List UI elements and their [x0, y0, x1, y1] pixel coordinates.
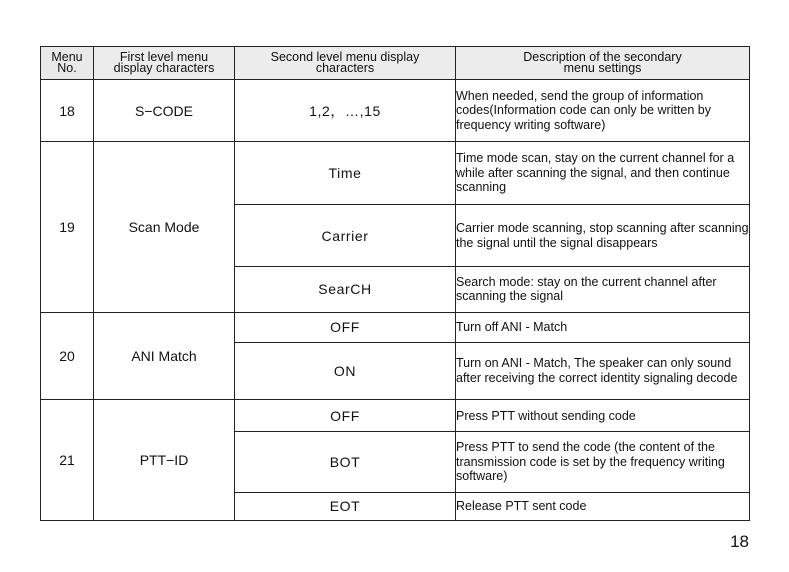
setting-description: Turn on ANI - Match, The speaker can only sound after receiving the correct identity signaling decode: [456, 342, 750, 399]
table-header-row: [41, 47, 750, 80]
header-menu-no: [41, 47, 94, 80]
second-level-value: OFF: [235, 312, 456, 342]
menu-number: 20: [41, 312, 94, 400]
second-level-value: 1,2，…,15: [235, 80, 456, 142]
setting-description: When needed, send the group of information codes(Information code can only be written by frequency writing software): [456, 80, 750, 142]
second-level-value: SearCH: [235, 267, 456, 312]
table-row: [41, 80, 750, 142]
menu-number: 19: [41, 142, 94, 312]
first-level-label: PTT−ID: [94, 400, 235, 521]
setting-description: Time mode scan, stay on the current channel for a while after scanning the signal, and then continue scanning: [456, 142, 750, 204]
menu-number: 21: [41, 400, 94, 521]
header-first-level: [94, 47, 235, 80]
second-level-value: BOT: [235, 432, 456, 492]
header-menu-no-line2: No.: [57, 61, 77, 75]
header-description-line2: menu settings: [563, 61, 642, 75]
second-level-value: Carrier: [235, 204, 456, 266]
setting-description: Turn off ANI - Match: [456, 312, 750, 342]
setting-description: Release PTT sent code: [456, 492, 750, 520]
first-level-label: Scan Mode: [94, 142, 235, 312]
header-description: [456, 47, 750, 80]
page-number: 18: [730, 532, 749, 551]
menu-number: 18: [41, 80, 94, 142]
setting-description: Press PTT to send the code (the content of the transmission code is set by the frequency writing software): [456, 432, 750, 492]
setting-description: Search mode: stay on the current channel after scanning the signal: [456, 267, 750, 312]
header-first-level-line1: First level menu: [119, 50, 209, 64]
header-second-level: [235, 47, 456, 80]
second-level-value: OFF: [235, 400, 456, 432]
header-first-level-line2: display characters: [113, 61, 215, 75]
setting-description: Carrier mode scanning, stop scanning after scanning the signal until the signal disappears: [456, 204, 750, 266]
table-row: [41, 400, 750, 432]
table-row: [41, 312, 750, 342]
header-description-line1: Description of the secondary: [523, 50, 682, 64]
header-second-level-line2: characters: [315, 61, 375, 75]
second-level-value: EOT: [235, 492, 456, 520]
second-level-value: ON: [235, 342, 456, 399]
menu-settings-table: [40, 46, 750, 521]
setting-description: Press PTT without sending code: [456, 400, 750, 432]
header-menu-no-line1: Menu: [51, 50, 83, 64]
table-row: [41, 142, 750, 204]
second-level-value: Time: [235, 142, 456, 204]
first-level-label: ANI Match: [94, 312, 235, 400]
header-second-level-line1: Second level menu display: [270, 50, 420, 64]
first-level-label: S−CODE: [94, 80, 235, 142]
